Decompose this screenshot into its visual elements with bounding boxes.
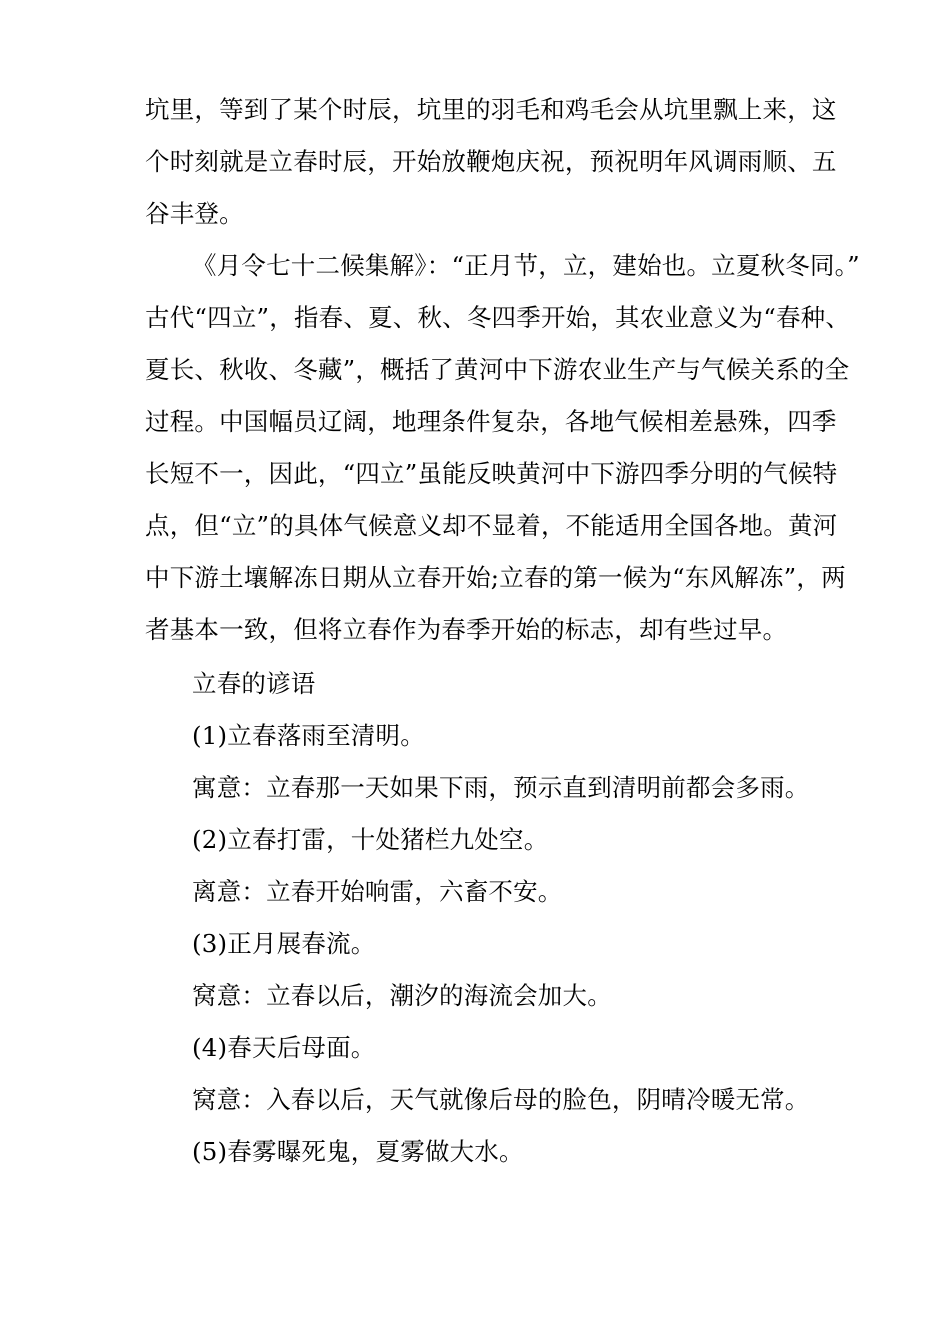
proverb-item: (1)立春落雨至清明。 [192,721,425,750]
paragraph-line: 者基本一致，但将立春作为春季开始的标志，却有些过早。 [145,615,788,644]
paragraph-line: 《月令七十二候集解》：“正月节，立，建始也。立夏秋冬同。” [192,251,860,280]
proverb-item: (5)春雾曝死鬼，夏雾做大水。 [192,1137,524,1166]
proverb-meaning: 窝意：入春以后，天气就像后母的脸色，阴晴冷暖无常。 [192,1085,810,1114]
proverb-meaning: 窝意：立春以后，潮汐的海流会加大。 [192,981,612,1010]
paragraph-line: 长短不一，因此，“四立”虽能反映黄河中下游四季分明的气候特 [145,459,838,488]
paragraph-line: 点，但“立”的具体气候意义却不显着，不能适用全国各地。黄河 [145,511,838,540]
proverb-meaning: 离意：立春开始响雷，六畜不安。 [192,877,563,906]
paragraph-line: 中下游土壤解冻日期从立春开始;立春的第一候为“东风解冻”，两 [145,563,846,592]
section-heading: 立春的谚语 [192,669,316,698]
paragraph-line: 夏长、秋收、冬藏”，概括了黄河中下游农业生产与气候关系的全 [145,355,850,384]
paragraph-line: 谷丰登。 [145,199,244,228]
paragraph-line: 坑里，等到了某个时辰，坑里的羽毛和鸡毛会从坑里飘上来，这 [145,95,837,124]
proverb-item: (3)正月展春流。 [192,929,376,958]
paragraph-line: 个时刻就是立春时辰，开始放鞭炮庆祝，预祝明年风调雨顺、五 [145,147,837,176]
paragraph-line: 古代“四立”，指春、夏、秋、冬四季开始，其农业意义为“春种、 [145,303,851,332]
proverb-item: (4)春天后母面。 [192,1033,376,1062]
proverb-item: (2)立春打雷，十处猪栏九处空。 [192,825,549,854]
paragraph-line: 过程。中国幅员辽阔，地理条件复杂，各地气候相差悬殊，四季 [145,407,837,436]
proverb-meaning: 寓意：立春那一天如果下雨，预示直到清明前都会多雨。 [192,773,810,802]
